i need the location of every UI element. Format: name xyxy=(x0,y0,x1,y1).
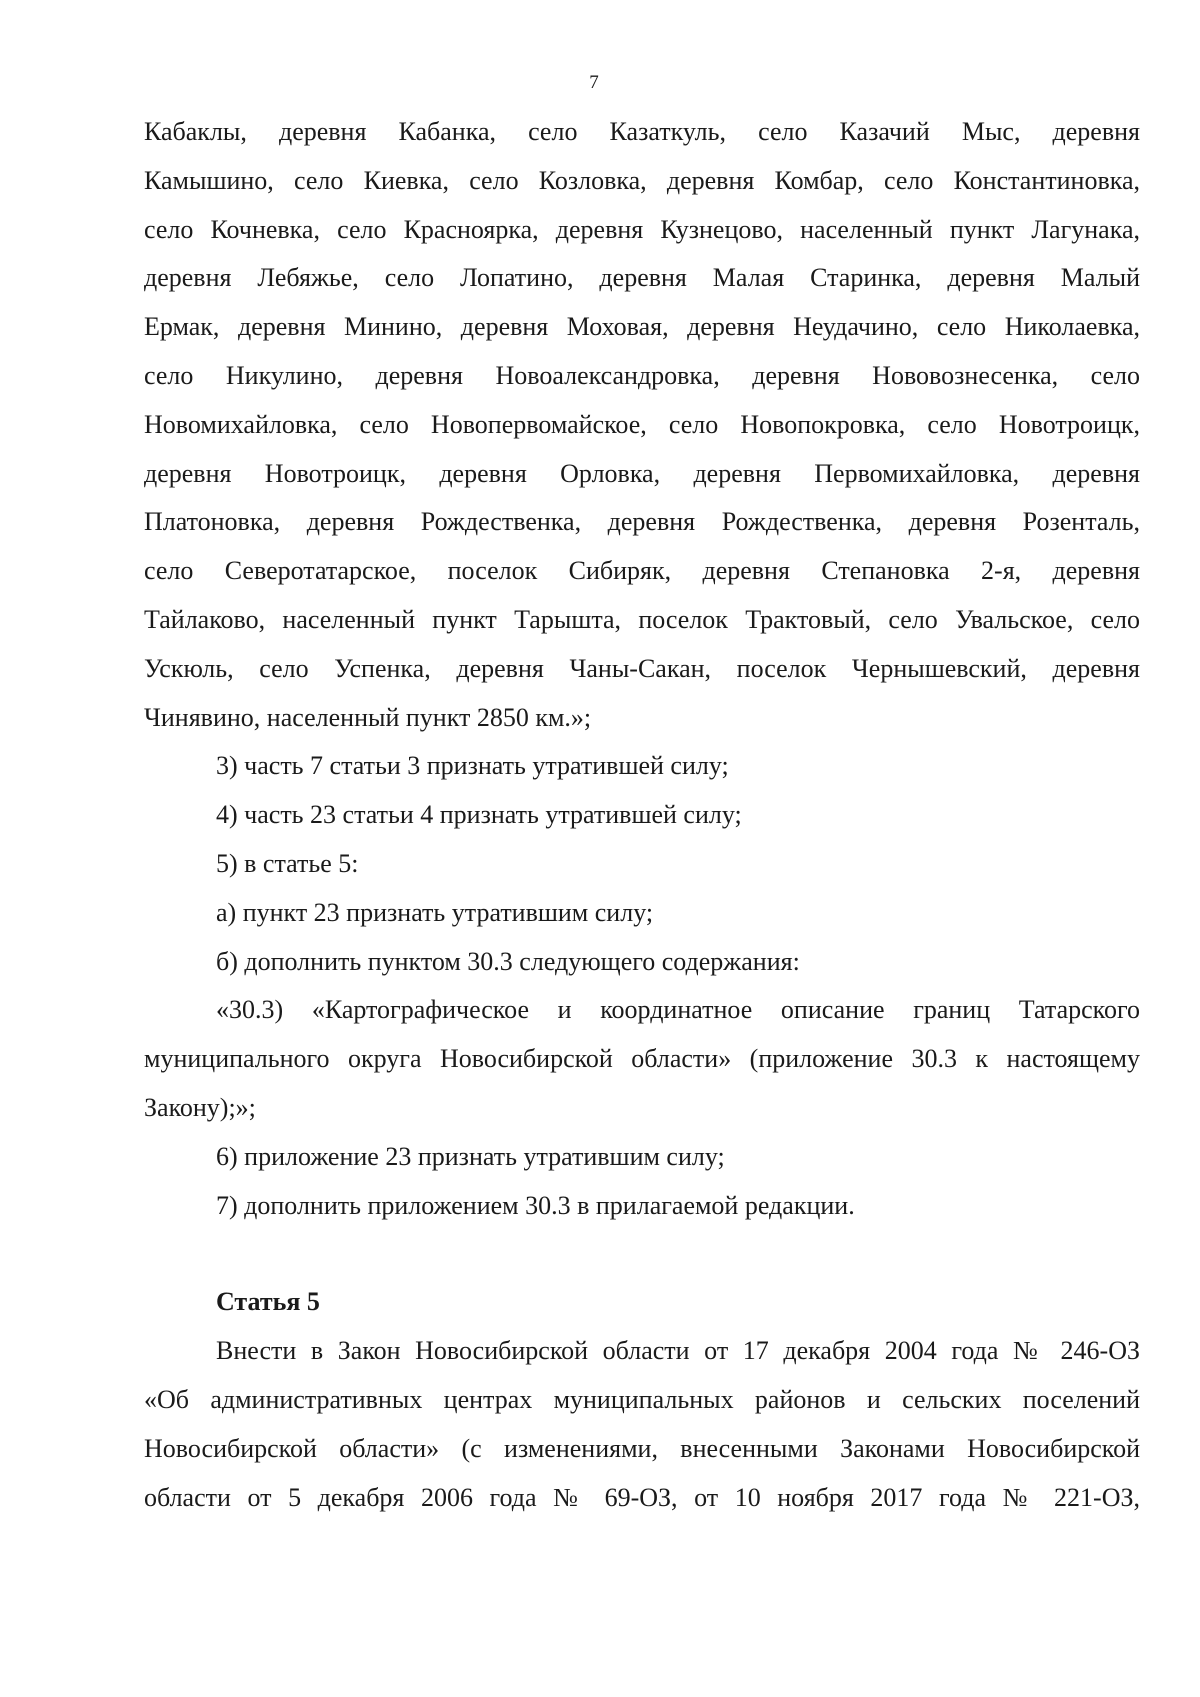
text-line: деревня Лебяжье, село Лопатино, деревня Малая Старинка, деревня Малый xyxy=(144,263,1140,293)
list-item-7: 7) дополнить приложением 30.3 в прилагаемой редакции. xyxy=(216,1190,855,1220)
list-item-5a: а) пункт 23 признать утратившим силу; xyxy=(216,897,654,927)
text-line: село Северотатарское, поселок Сибиряк, деревня Степановка 2-я, деревня xyxy=(144,556,1140,586)
text-line: Ермак, деревня Минино, деревня Моховая, деревня Неудачино, село Николаевка, xyxy=(144,312,1140,342)
text-line: Кабаклы, деревня Кабанка, село Казаткуль, село Казачий Мыс, деревня xyxy=(144,117,1140,146)
text-line: Тайлаково, населенный пункт Тарышта, поселок Трактовый, село Увальское, село xyxy=(144,604,1140,634)
text-line: село Никулино, деревня Новоалександровка, деревня Нововознесенка, село xyxy=(144,360,1140,390)
text-line: Платоновка, деревня Рождественка, деревня Рождественка, деревня Розенталь, xyxy=(144,507,1140,537)
text-line: «Об административных центрах муниципальных районов и сельских поселений xyxy=(144,1384,1140,1414)
document-body xyxy=(144,108,1140,1522)
article5-paragraph xyxy=(144,1327,1140,1522)
text-line: Камышино, село Киевка, село Козловка, деревня Комбар, село Константиновка, xyxy=(144,165,1140,195)
text-line: Чинявино, населенный пункт 2850 км.»; xyxy=(144,702,592,732)
article-heading: Статья 5 xyxy=(216,1287,320,1317)
list-item-4: 4) часть 23 статьи 4 признать утратившей силу; xyxy=(216,800,742,830)
section-gap xyxy=(144,1230,1140,1278)
text-line: Внести в Закон Новосибирской области от 17 декабря 2004 года № 246-ОЗ xyxy=(216,1336,1140,1366)
settlements-list-paragraph xyxy=(144,108,1140,742)
text-line: село Кочневка, село Красноярка, деревня Кузнецово, населенный пункт Лагунака, xyxy=(144,214,1140,244)
page-number: 7 xyxy=(589,72,599,93)
text-line: Ускюль, село Успенка, деревня Чаны-Сакан, поселок Чернышевский, деревня xyxy=(144,653,1140,683)
text-line: Новосибирской области» (с изменениями, внесенными Законами Новосибирской xyxy=(144,1433,1140,1463)
text-line: Закону);»; xyxy=(144,1092,256,1122)
text-line: муниципального округа Новосибирской области» (приложение 30.3 к настоящему xyxy=(144,1044,1140,1074)
text-line: Новомихайловка, село Новопервомайское, село Новопокровка, село Новотроицк, xyxy=(144,409,1140,439)
list-item-5: 5) в статье 5: xyxy=(216,848,359,878)
quoted-amendment xyxy=(144,986,1140,1132)
text-line: деревня Новотроицк, деревня Орловка, деревня Первомихайловка, деревня xyxy=(144,458,1140,488)
text-line: области от 5 декабря 2006 года № 69-ОЗ, от 10 ноября 2017 года № 221-ОЗ, xyxy=(144,1482,1140,1512)
list-item-5b: б) дополнить пунктом 30.3 следующего содержания: xyxy=(216,946,800,976)
list-item-6: 6) приложение 23 признать утратившим силу; xyxy=(216,1141,725,1171)
list-item-3: 3) часть 7 статьи 3 признать утратившей силу; xyxy=(216,751,729,781)
text-line: «30.3) «Картографическое и координатное описание границ Татарского xyxy=(216,995,1140,1025)
